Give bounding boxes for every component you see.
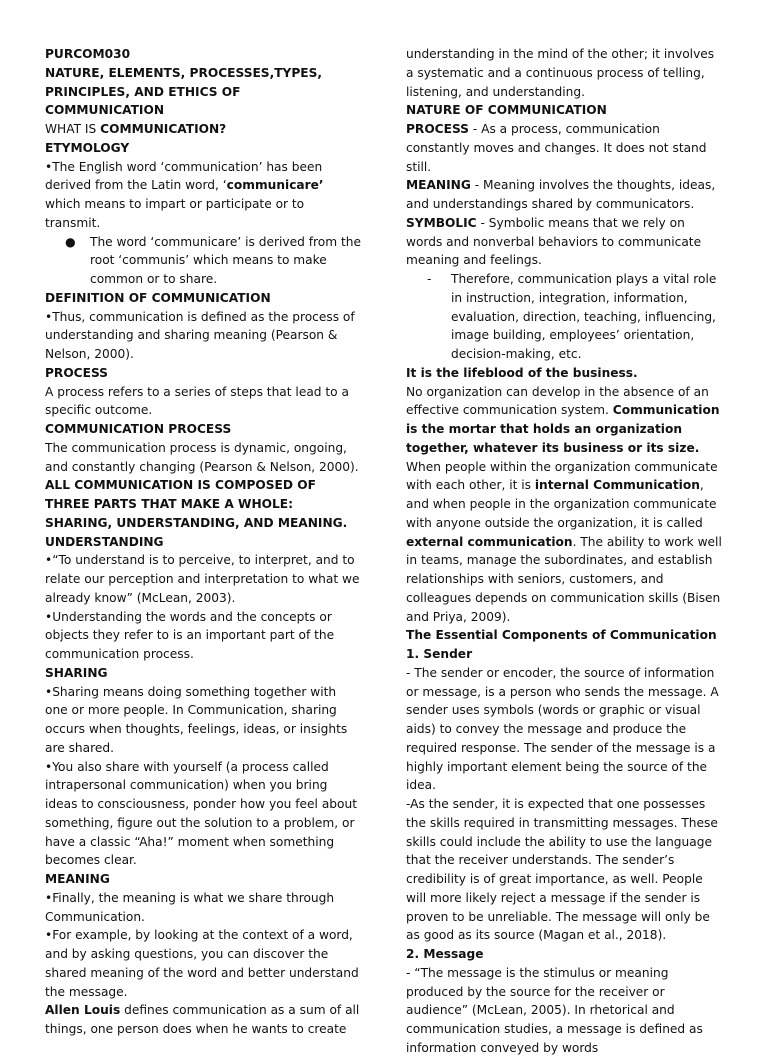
etymology-bullet-item [45, 233, 362, 289]
internal-external-paragraph [406, 458, 724, 627]
therefore-dash-text: Therefore, communication plays a vital role in instruction, integration, information, evaluation, direction, teaching, influencing, image building, employees’ orientation, decision-making, etc. [451, 272, 717, 361]
what-is-line [45, 120, 362, 139]
therefore-dash-item [406, 270, 724, 364]
etymology-term: communicare’ [226, 178, 324, 193]
allen-louis-continuation: understanding in the mind of the other; it involves a systematic and a continuous process of telling, listening, and understanding. [406, 47, 715, 99]
comm-process-paragraph: The communication process is dynamic, ongoing, and constantly changing (Pearson & Nelson, 2000). [45, 440, 359, 474]
allen-louis-paragraph [45, 1001, 362, 1039]
what-is-prefix: WHAT IS [45, 122, 101, 136]
definition-heading: DEFINITION OF COMMUNICATION [45, 290, 271, 305]
nature-process-text: - As a process, communication constantly moves and changes. It does not stand still. [406, 122, 707, 174]
nature-symbolic-term: SYMBOLIC [406, 215, 477, 230]
external-term: external communication [406, 534, 573, 549]
nature-symbolic-paragraph [406, 214, 724, 270]
internal-term: internal Communication [534, 478, 700, 493]
organization-emphasis: Communication is the mortar that holds an organization together, whatever its business or its size. [406, 403, 720, 455]
nature-meaning-text: - Meaning involves the thoughts, ideas, and understandings shared by communicators. [406, 178, 716, 211]
nature-process-term: PROCESS [406, 122, 469, 136]
allen-louis-name: Allen Louis [45, 1003, 121, 1018]
process-paragraph: A process refers to a series of steps that lead to a specific outcome. [45, 384, 349, 418]
meaning-paragraph-1: •Finally, the meaning is what we share through Communication. [45, 890, 335, 924]
internal-text-c: . The ability to work well in teams, manage the subordinates, and establish relationships with seniors, customers, and colleagues depends on communication skills (Bisen and Priya, 2009). [406, 534, 722, 624]
sharing-heading: SHARING [45, 665, 108, 680]
understanding-heading: UNDERSTANDING [45, 534, 164, 549]
understanding-paragraph-2: •Understanding the words and the concepts or objects they refer to is an important part of the communication process. [45, 609, 335, 661]
meaning-paragraph-2: •For example, by looking at the context of a word, and by asking questions, you can discover the shared meaning of the word and better understand the message. [45, 928, 359, 999]
course-code: PURCOM030 [45, 47, 131, 61]
components-heading: The Essential Components of Communication [406, 628, 717, 643]
organization-paragraph [406, 383, 724, 458]
three-parts-heading: ALL COMMUNICATION IS COMPOSED OF THREE PARTS THAT MAKE A WHOLE: SHARING, UNDERSTANDING, AND MEANING. [45, 478, 348, 530]
message-paragraph-1: - “The message is the stimulus or meaning produced by the source for the receiver or audience” (McLean, 2005). In rhetorical and communication studies, a message is defined as information conveyed by words [406, 965, 703, 1055]
etymology-bullet-text: The word ‘communicare’ is derived from the root ‘communis’ which means to make common or to share. [90, 234, 361, 286]
dash-bullet-icon: - [427, 272, 432, 286]
sharing-paragraph-1: •Sharing means doing something together with one or more people. In Communication, sharing occurs when thoughts, feelings, ideas, or insights are shared. [45, 684, 348, 755]
sender-paragraph-2: -As the sender, it is expected that one possesses the skills required in transmitting messages. These skills could include the ability to use the language that the receiver understands. The sender’s credibility is of great importance, as well. People will more likely reject a message if the sender is proven to be unreliable. The message will only be as good as its source (Magan et al., 2018). [406, 797, 718, 943]
comm-process-heading: COMMUNICATION PROCESS [45, 422, 232, 436]
nature-symbolic-text: - Symbolic means that we rely on words and nonverbal behaviors to communicate meaning and feelings. [406, 215, 702, 268]
sender-heading: 1. Sender [406, 647, 473, 661]
understanding-paragraph-1: •“To understand is to perceive, to interpret, and to relate our perception and interpretation to what we already know” (McLean, 2003). [45, 553, 360, 605]
sharing-paragraph-2: •You also share with yourself (a process called intrapersonal communication) when you bring ideas to consciousness, ponder how you feel about something, figure out the solution to a problem, or have a classic “Aha!” moment when something becomes clear. [45, 759, 357, 868]
message-heading: 2. Message [406, 947, 484, 961]
etymology-text-a: •The English word ‘communication’ has been derived from the Latin word, ‘ [45, 159, 323, 193]
internal-text-b: , and when people in the organization communicate with anyone outside the organization, it is called [406, 478, 717, 530]
allen-louis-text: defines communication as a sum of all things, one person does when he wants to create [45, 1003, 360, 1036]
definition-paragraph: •Thus, communication is defined as the process of understanding and sharing meaning (Pearson & Nelson, 2000). [45, 309, 355, 361]
organization-text: No organization can develop in the absence of an effective communication system. [406, 384, 709, 418]
process-heading: PROCESS [45, 365, 108, 380]
right-column [406, 45, 724, 1058]
nature-process-paragraph [406, 120, 724, 176]
lifeblood-heading: It is the lifeblood of the business. [406, 365, 638, 380]
nature-heading: NATURE OF COMMUNICATION [406, 103, 607, 118]
etymology-heading: ETYMOLOGY [45, 140, 130, 155]
main-title: NATURE, ELEMENTS, PROCESSES,TYPES, PRINCIPLES, AND ETHICS OF COMMUNICATION [45, 65, 323, 118]
etymology-text-b: which means to impart or participate or to transmit. [45, 197, 305, 230]
bullet-icon: ● [65, 234, 76, 249]
nature-meaning-term: MEANING [406, 178, 471, 193]
what-is-term: COMMUNICATION? [100, 122, 227, 136]
left-column [45, 45, 362, 1039]
sender-paragraph-1: - The sender or encoder, the source of information or message, is a person who sends the message. A sender uses symbols (words or graphic or visual aids) to convey the message and produce the required response. The sender of the message is a highly important element being the source of the idea. [406, 665, 719, 793]
nature-meaning-paragraph [406, 176, 724, 214]
etymology-paragraph [45, 158, 362, 233]
internal-text-a: When people within the organization communicate with each other, it is [406, 459, 718, 493]
meaning-heading: MEANING [45, 872, 110, 886]
